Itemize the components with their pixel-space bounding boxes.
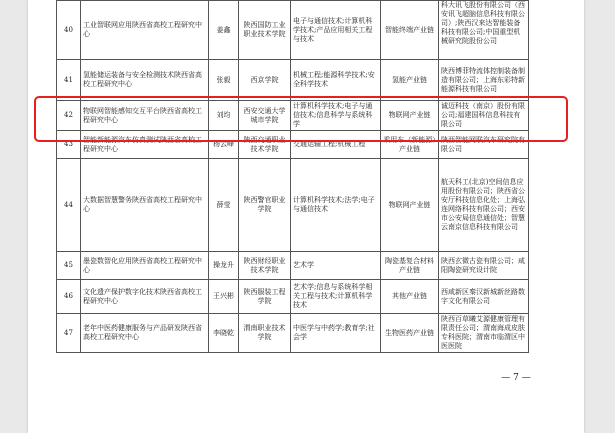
center-name: 大数据智慧警务陕西省高校工程研究中心 xyxy=(81,159,209,252)
table-row xyxy=(57,159,529,252)
partner-enterprises: 陕西智能网联汽车研究院有限公司 xyxy=(439,131,529,159)
disciplines: 计算机科学技术;法学;电子与通信技术 xyxy=(291,159,381,252)
industry-chain: 物联网产业链 xyxy=(381,101,439,131)
table-row xyxy=(57,252,529,280)
disciplines: 计算机科学技术;电子与通信技术;信息科学与系统科学 xyxy=(291,101,381,131)
leader-name: 杨云峰 xyxy=(209,131,239,159)
engineering-center-table xyxy=(56,0,529,353)
school-name: 陕西国防工业职业技术学院 xyxy=(239,1,291,60)
row-number: 45 xyxy=(57,252,81,280)
school-name: 西京学院 xyxy=(239,60,291,101)
school-name: 渭南职业技术学院 xyxy=(239,314,291,353)
row-number: 40 xyxy=(57,1,81,60)
disciplines: 艺术学 xyxy=(291,252,381,280)
center-name: 墨瓷数智化应用陕西省高校工程研究中心 xyxy=(81,252,209,280)
industry-chain: 氢能产业链 xyxy=(381,60,439,101)
highlight-box xyxy=(34,96,568,142)
row-number: 43 xyxy=(57,131,81,159)
industry-chain: 其他产业链 xyxy=(381,280,439,314)
leader-name: 操龙升 xyxy=(209,252,239,280)
row-number: 47 xyxy=(57,314,81,353)
partner-enterprises: 陕西玄微古瓷有限公司；咸阳陶瓷研究设计院 xyxy=(439,252,529,280)
table-row xyxy=(57,314,529,353)
disciplines: 电子与通信技术;计算机科学技术;产品应用相关工程与技术 xyxy=(291,1,381,60)
industry-chain: 陶瓷基复合材料产业链 xyxy=(381,252,439,280)
leader-name: 王兴彬 xyxy=(209,280,239,314)
row-number: 46 xyxy=(57,280,81,314)
disciplines: 机械工程;能源科学技术;安全科学技术 xyxy=(291,60,381,101)
table-row xyxy=(57,280,529,314)
leader-name: 刘均 xyxy=(209,101,239,131)
leader-name: 张毅 xyxy=(209,60,239,101)
school-name: 陕西警官职业学院 xyxy=(239,159,291,252)
school-name: 陕西财经职业技术学院 xyxy=(239,252,291,280)
school-name: 西安交通大学城市学院 xyxy=(239,101,291,131)
center-name: 工业智联网应用陕西省高校工程研究中心 xyxy=(81,1,209,60)
disciplines: 中医学与中药学;教育学;社会学 xyxy=(291,314,381,353)
partner-enterprises: 诚迈科技（南京）股份有限公司;福建国科信息科技有限公司 xyxy=(439,101,529,131)
center-name: 智能新能源汽车仿真测试陕西省高校工程研究中心 xyxy=(81,131,209,159)
partner-enterprises: 陕西百草曦艾源健康管理有限责任公司；渭南海成皮肤专科医院；渭南市临渭区中医医院 xyxy=(439,314,529,353)
row-number: 41 xyxy=(57,60,81,101)
partner-enterprises: 陕西博菲特流体控制装备制造有限公司；上海东彩特新能源科技有限公司 xyxy=(439,60,529,101)
partner-enterprises: 科大讯飞股份有限公司（西安讯飞超脑信息科技有限公司）;陕西汉来达智能装备科技有限公司;中国重型机械研究院股份公司 xyxy=(439,1,529,60)
center-name: 文化遗产保护数字化技术陕西省高校工程研究中心 xyxy=(81,280,209,314)
disciplines: 艺术学;信息与系统科学相关工程与技术;计算机科学技术 xyxy=(291,280,381,314)
row-number: 44 xyxy=(57,159,81,252)
partner-enterprises: 西咸新区秦汉新城新丝路数字文化有限公司 xyxy=(439,280,529,314)
center-name: 物联网智能感知交互平台陕西省高校工程研究中心 xyxy=(81,101,209,131)
leader-name: 薛莹 xyxy=(209,159,239,252)
center-name: 老年中医药健康服务与产品研发陕西省高校工程研究中心 xyxy=(81,314,209,353)
table-row xyxy=(57,1,529,60)
partner-enterprises: 航天科工(北京)空间信息应用股份有限公司；陕西省公安厅科技信息化处；上海弘连网络科技有限公司；西安市公安局信息通信处；智慧云南京信息科技有限公司 xyxy=(439,159,529,252)
disciplines: 交通运输工程;机械工程 xyxy=(291,131,381,159)
industry-chain: 生物医药产业链 xyxy=(381,314,439,353)
industry-chain: 智能终端产业链 xyxy=(381,1,439,60)
school-name: 陕西交通职业技术学院 xyxy=(239,131,291,159)
page-number: — 7 — xyxy=(501,373,531,383)
industry-chain: 乘用车（新能源）产业链 xyxy=(381,131,439,159)
industry-chain: 物联网产业链 xyxy=(381,159,439,252)
document-page xyxy=(28,0,584,433)
leader-name: 李晓乾 xyxy=(209,314,239,353)
table-row xyxy=(57,60,529,101)
leader-name: 姜鑫 xyxy=(209,1,239,60)
row-number: 42 xyxy=(57,101,81,131)
center-name: 氢能储运装备与安全检测技术陕西省高校工程研究中心 xyxy=(81,60,209,101)
school-name: 陕西服装工程学院 xyxy=(239,280,291,314)
